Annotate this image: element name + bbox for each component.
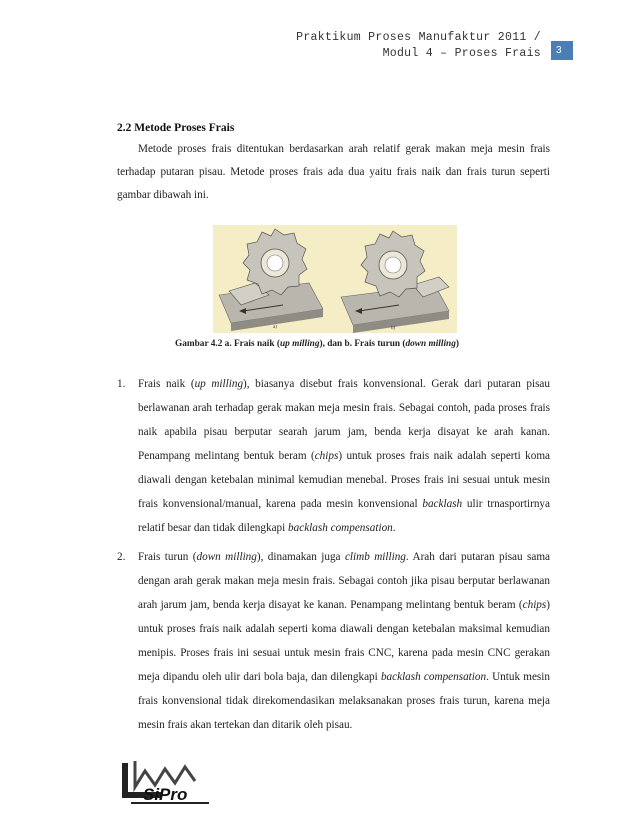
logo-text: SiPro [143, 785, 188, 804]
header-module: Modul 4 – Proses Frais [382, 47, 541, 60]
running-header [296, 30, 541, 62]
intro-paragraph: Metode proses frais ditentukan berdasarkan arah relatif gerak makan meja mesin frais terhadap putaran pisau. Metode proses frais ada dua yaitu frais naik dan frais turun seperti gambar dibawah ini. [117, 143, 550, 201]
sipro-logo [121, 757, 213, 807]
section-content [117, 122, 550, 207]
list-item-up-milling: 1. Frais naik (up milling), biasanya disebut frais konvensional. Gerak dari putaran pisau berlawanan arah terhadap gerak makan meja mesin frais. Sebagai contoh, pada proses frais naik apabila pisau berputar searah jarum jam, benda kerja disayat ke arah kanan. Penampang melintang bentuk beram (chips) untuk proses frais naik adalah seperti koma diawali dengan ketebalan minimal kemudian menebal. Proses frais ini sesuai untuk mesin frais konvensional/manual, karena pada mesin konvensional backlash ulir trnasportirnya relatif besar dan tidak dilengkapi backlash compensation. [117, 378, 550, 534]
down-milling-drawing [341, 231, 449, 333]
milling-illustration [213, 225, 457, 333]
sipro-logo-icon [121, 757, 213, 807]
milling-methods-list [117, 372, 550, 742]
header-course: Praktikum Proses Manufaktur 2011 / [296, 31, 541, 44]
milling-figure [213, 225, 457, 333]
up-milling-drawing [219, 229, 323, 331]
page-number-badge: 3 [551, 41, 573, 60]
figure-caption: Gambar 4.2 a. Frais naik (up milling), dan b. Frais turun (down milling) [175, 339, 459, 349]
figure-label-a: a) [273, 325, 277, 330]
section-title: 2.2 Metode Proses Frais [117, 122, 235, 134]
list-item-down-milling: 2. Frais turun (down milling), dinamakan juga climb milling. Arah dari putaran pisau sama dengan arah gerak makan meja mesin frais. Sebagai contoh jika pisau berputar berlawanan arah jarum jam, benda kerja disayat ke kanan. Penampang melintang bentuk beram (chips) untuk proses frais naik adalah seperti koma diawali dengan ketebalan maksimal kemudian menipis. Proses frais ini sesuai untuk mesin frais CNC, karena pada mesin CNC gerakan meja dipandu oleh ulir dari bola baja, dan dilengkapi backlash compensation. Untuk mesin frais konvensional tidak direkomendasikan melaksanakan proses frais turun, karena meja mesin frais akan tertekan dan ditarik oleh pisau. [117, 551, 550, 731]
figure-label-b: b) [391, 326, 396, 331]
